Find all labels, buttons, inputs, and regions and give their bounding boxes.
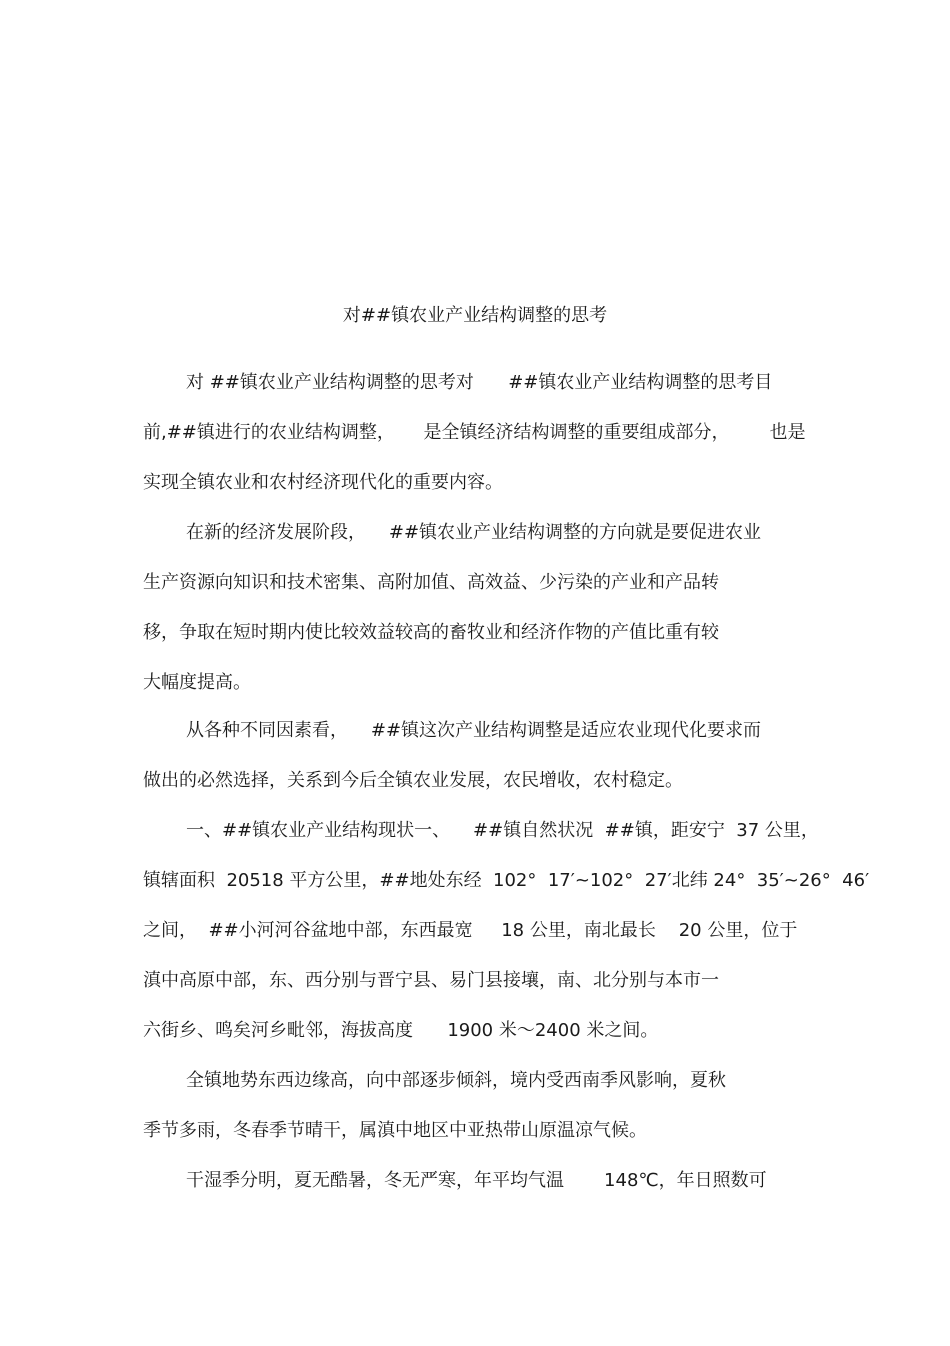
paragraph-line: 移，争取在短时期内使比较效益较高的畜牧业和经济作物的产值比重有较 [143, 622, 719, 643]
paragraph-line: 之间， ##小河河谷盆地中部，东西最宽 18 公里，南北最长 20 公里，位于 [143, 920, 798, 941]
paragraph-line: 生产资源向知识和技术密集、高附加值、高效益、少污染的产业和产品转 [143, 572, 719, 593]
paragraph-line: 前,##镇进行的农业结构调整， 是全镇经济结构调整的重要组成部分， 也是 [143, 422, 806, 443]
paragraph-line: 全镇地势东西边缘高，向中部逐步倾斜，境内受西南季风影响，夏秋 [186, 1070, 726, 1091]
paragraph-line: 滇中高原中部，东、西分别与晋宁县、易门县接壤，南、北分别与本市一 [143, 970, 719, 991]
paragraph-line: 对 ##镇农业产业结构调整的思考对 ##镇农业产业结构调整的思考目 [186, 372, 773, 393]
paragraph-line: 大幅度提高。 [143, 672, 251, 693]
paragraph-line: 一、##镇农业产业结构现状一、 ##镇自然状况 ##镇，距安宁 37 公里， [186, 820, 819, 841]
paragraph-line: 季节多雨，冬春季节晴干，属滇中地区中亚热带山原温凉气候。 [143, 1120, 647, 1141]
paragraph-line: 做出的必然选择，关系到今后全镇农业发展，农民增收，农村稳定。 [143, 770, 683, 791]
paragraph-line: 六街乡、鸣矣河乡毗邻，海拔高度 1900 米～2400 米之间。 [143, 1020, 659, 1041]
paragraph-line: 镇辖面积 20518 平方公里，##地处东经 102° 17′~102° 27′北纬 24° 35′~26° 46′ [143, 870, 870, 891]
paragraph-line: 在新的经济发展阶段， ##镇农业产业结构调整的方向就是要促进农业 [186, 522, 762, 543]
paragraph-line: 从各种不同因素看， ##镇这次产业结构调整是适应农业现代化要求而 [186, 720, 762, 741]
paragraph-line: 实现全镇农业和农村经济现代化的重要内容。 [143, 472, 503, 493]
paragraph-line: 干湿季分明，夏无酷暑，冬无严寒，年平均气温 148℃，年日照数可 [186, 1170, 767, 1191]
document-title: 对##镇农业产业结构调整的思考 [342, 305, 608, 326]
